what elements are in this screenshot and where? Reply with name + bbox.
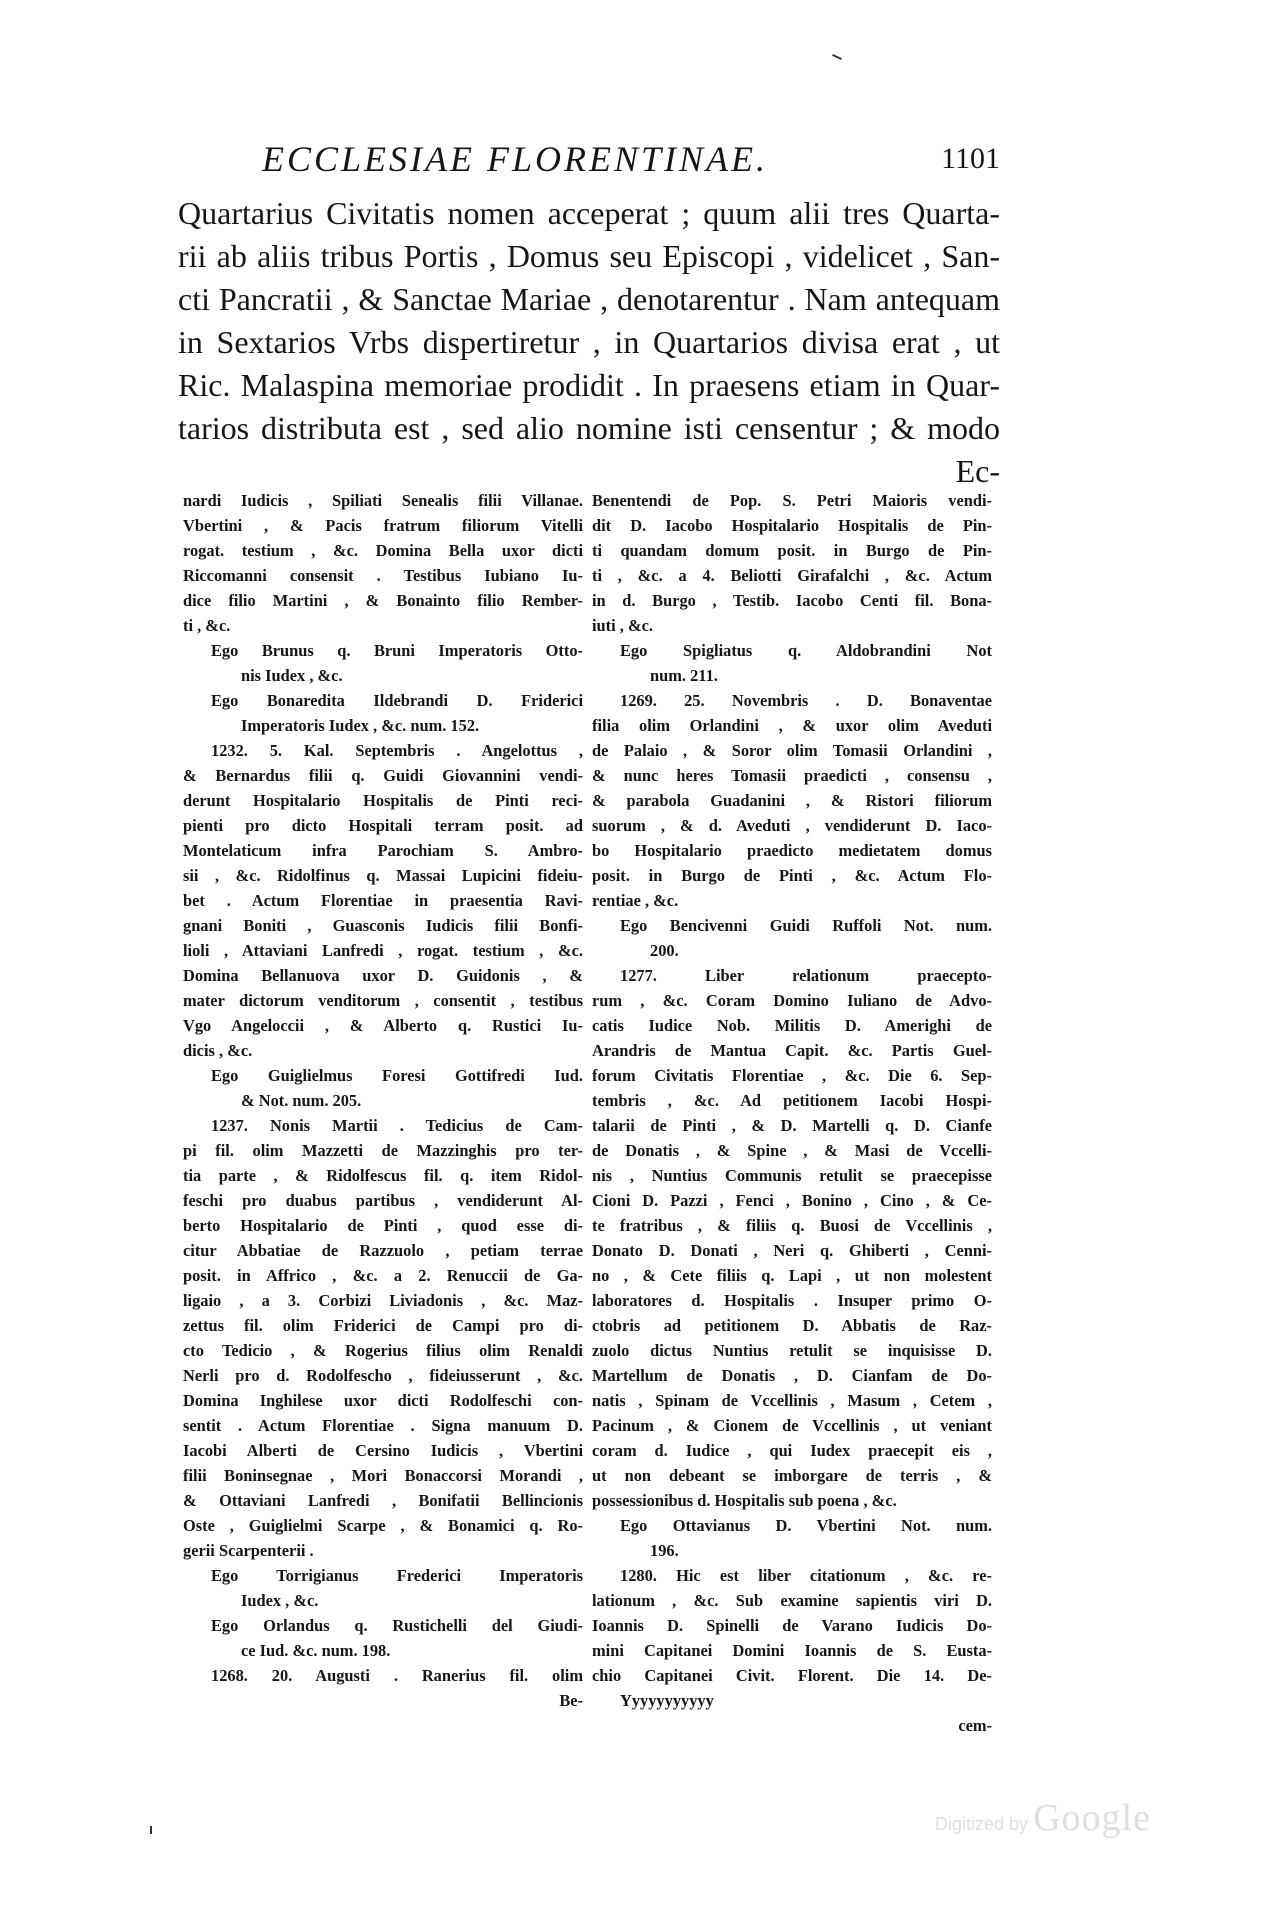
left-column-line: Vgo Angeloccii , & Alberto q. Rustici Iu- <box>183 1016 583 1035</box>
main-line: Ric. Malaspina memoriae prodidit . In praesens etiam in Quar- <box>178 367 1000 403</box>
right-column-line: posit. in Burgo de Pinti , &c. Actum Flo- <box>592 866 992 885</box>
left-column-line: 1268. 20. Augusti . Ranerius fil. olim <box>211 1666 583 1685</box>
left-column-line: derunt Hospitalario Hospitalis de Pinti reci- <box>183 791 583 810</box>
main-paragraph <box>178 192 1000 493</box>
right-column-line: 1280. Hic est liber citationum , &c. re- <box>620 1566 992 1585</box>
left-column-line: pi fil. olim Mazzetti de Mazzinghis pro ter- <box>183 1141 583 1160</box>
right-column-line: Martellum de Donatis , D. Cianfam de Do- <box>592 1366 992 1385</box>
right-column-line: bo Hospitalario praedicto medietatem domus <box>592 841 992 860</box>
right-column-line: dit D. Iacobo Hospitalario Hospitalis de Pin- <box>592 516 992 535</box>
print-speck <box>150 1826 152 1834</box>
right-column <box>592 488 992 1738</box>
left-column-line: berto Hospitalario de Pinti , quod esse di- <box>183 1216 583 1235</box>
right-column-line: Benentendi de Pop. S. Petri Maioris vendi- <box>592 491 992 510</box>
left-column-line: nardi Iudicis , Spiliati Senealis filii Villanae. <box>183 491 583 510</box>
right-column-line: 1277. Liber relationum praecepto- <box>620 966 992 985</box>
right-column-line: & nunc heres Tomasii praedicti , consensu , <box>592 766 992 785</box>
right-column-line: rum , &c. Coram Domino Iuliano de Advo- <box>592 991 992 1010</box>
left-column-line: 1232. 5. Kal. Septembris . Angelottus , <box>211 741 583 760</box>
left-column-line: 1237. Nonis Martii . Tedicius de Cam- <box>211 1116 583 1135</box>
right-column-line: laboratores d. Hospitalis . Insuper primo O- <box>592 1291 992 1310</box>
left-column-line: & Not. num. 205. <box>241 1091 362 1110</box>
left-column-line: dicis , &c. <box>183 1041 253 1060</box>
right-column-line: nis , Nuntius Communis retulit se praecepisse <box>592 1166 992 1185</box>
right-column-line: mini Capitanei Domini Ioannis de S. Eusta- <box>592 1641 992 1660</box>
left-column-line: zettus fil. olim Friderici de Campi pro di- <box>183 1316 583 1335</box>
left-column-line: Oste , Guiglielmi Scarpe , & Bonamici q. Ro- <box>183 1516 583 1535</box>
left-column-line: bet . Actum Florentiae in praesentia Ravi- <box>183 891 583 910</box>
left-column-line: Ego Orlandus q. Rustichelli del Giudi- <box>211 1616 583 1635</box>
left-column-line: Iudex , &c. <box>241 1591 319 1610</box>
right-column-line: Ioannis D. Spinelli de Varano Iudicis Do- <box>592 1616 992 1635</box>
left-column-line: filii Boninsegnae , Mori Bonaccorsi Morandi , <box>183 1466 583 1485</box>
right-column-line: suorum , & d. Aveduti , vendiderunt D. Iaco- <box>592 816 992 835</box>
main-line: cti Pancratii , & Sanctae Mariae , denotarentur . Nam antequam <box>178 281 1000 317</box>
left-column-line: Ego Brunus q. Bruni Imperatoris Otto- <box>211 641 583 660</box>
right-column-line: tembris , &c. Ad petitionem Iacobi Hospi- <box>592 1091 992 1110</box>
right-column-line: Ego Ottavianus D. Vbertini Not. num. <box>620 1516 992 1535</box>
right-column-line: Donato D. Donati , Neri q. Ghiberti , Cenni- <box>592 1241 992 1260</box>
left-column-line: Iacobi Alberti de Cersino Iudicis , Vbertini <box>183 1441 583 1460</box>
right-column-line: rentiae , &c. <box>592 891 679 910</box>
right-column-line: 196. <box>650 1541 679 1560</box>
left-column-line: posit. in Affrico , &c. a 2. Renuccii de Ga- <box>183 1266 583 1285</box>
main-line: Quartarius Civitatis nomen acceperat ; quum alii tres Quarta- <box>178 195 1000 231</box>
right-column-line: filia olim Orlandini , & uxor olim Aveduti <box>592 716 992 735</box>
right-column-line: in d. Burgo , Testib. Iacobo Centi fil. Bona- <box>592 591 992 610</box>
left-column-line: ce Iud. &c. num. 198. <box>241 1641 391 1660</box>
right-column-line: Arandris de Mantua Capit. &c. Partis Guel- <box>592 1041 992 1060</box>
left-column-line: cto Tedicio , & Rogerius filius olim Renaldi <box>183 1341 583 1360</box>
left-column-line: rogat. testium , &c. Domina Bella uxor dicti <box>183 541 583 560</box>
left-column-line: Riccomanni consensit . Testibus Iubiano Iu- <box>183 566 583 585</box>
right-column-line: forum Civitatis Florentiae , &c. Die 6. Sep- <box>592 1066 992 1085</box>
right-column-line: coram d. Iudice , qui Iudex praecepit eis , <box>592 1441 992 1460</box>
left-column-line: Ego Torrigianus Frederici Imperatoris <box>211 1566 583 1585</box>
left-column-catchword: Be- <box>559 1691 583 1710</box>
right-column-line: Ego Bencivenni Guidi Ruffoli Not. num. <box>620 916 992 935</box>
page-number: 1101 <box>941 142 1000 175</box>
left-column-line: & Ottaviani Lanfredi , Bonifatii Bellincionis <box>183 1491 583 1510</box>
right-column-line: de Donatis , & Spine , & Masi de Vccelli- <box>592 1141 992 1160</box>
left-column-line: Domina Inghilese uxor dicti Rodolfeschi con- <box>183 1391 583 1410</box>
right-column-line: ti , &c. a 4. Beliotti Girafalchi , &c. Actum <box>592 566 992 585</box>
left-column-line: tia parte , & Ridolfescus fil. q. item Ridol- <box>183 1166 583 1185</box>
right-column-line: possessionibus d. Hospitalis sub poena , &c. <box>592 1491 897 1510</box>
right-column-line: talarii de Pinti , & D. Martelli q. D. Cianfe <box>592 1116 992 1135</box>
signature-mark: Yyyyyyyyyyy <box>620 1691 714 1710</box>
left-column-line: Vbertini , & Pacis fratrum filiorum Vitelli <box>183 516 583 535</box>
left-column-line: nis Iudex , &c. <box>241 666 343 685</box>
right-column-line: de Palaio , & Soror olim Tomasii Orlandini , <box>592 741 992 760</box>
right-column-line: 1269. 25. Novembris . D. Bonaventae <box>620 691 992 710</box>
right-column-line: ctobris ad petitionem D. Abbatis de Raz- <box>592 1316 992 1335</box>
left-column-line: Montelaticum infra Parochiam S. Ambro- <box>183 841 583 860</box>
right-column-line: te fratribus , & filiis q. Buosi de Vccellinis , <box>592 1216 992 1235</box>
right-column-line: num. 211. <box>650 666 718 685</box>
right-column-line: natis , Spinam de Vccellinis , Masum , Cetem , <box>592 1391 992 1410</box>
main-line: in Sextarios Vrbs dispertiretur , in Quartarios divisa erat , ut <box>178 324 1000 360</box>
page-header <box>200 138 1000 188</box>
left-column-line: feschi pro duabus partibus , vendiderunt Al- <box>183 1191 583 1210</box>
left-column-line: ti , &c. <box>183 616 231 635</box>
main-line: tarios distributa est , sed alio nomine isti censentur ; & modo <box>178 410 1000 446</box>
left-column-line: gerii Scarpenterii . <box>183 1541 314 1560</box>
left-column-line: Nerli pro d. Rodolfescho , fideiusserunt , &c. <box>183 1366 583 1385</box>
right-column-catchword: cem- <box>958 1716 992 1735</box>
right-column-line: chio Capitanei Civit. Florent. Die 14. De- <box>592 1666 992 1685</box>
right-column-line: catis Iudice Nob. Militis D. Amerighi de <box>592 1016 992 1035</box>
digitization-watermark <box>935 1796 1151 1840</box>
right-column-line: & parabola Guadanini , & Ristori filiorum <box>592 791 992 810</box>
left-column-line: sii , &c. Ridolfinus q. Massai Lupicini fideiu- <box>183 866 583 885</box>
right-column-line: Cioni D. Pazzi , Fenci , Bonino , Cino , & Ce- <box>592 1191 992 1210</box>
left-column-line: Ego Guiglielmus Foresi Gottifredi Iud. <box>211 1066 583 1085</box>
right-column-line: zuolo dictus Nuntius retulit se inquisisse D. <box>592 1341 992 1360</box>
left-column-line: & Bernardus filii q. Guidi Giovannini vendi- <box>183 766 583 785</box>
print-speck <box>832 54 842 60</box>
left-column-line: pienti pro dicto Hospitali terram posit. ad <box>183 816 583 835</box>
main-line: rii ab aliis tribus Portis , Domus seu Episcopi , videlicet , San- <box>178 238 1000 274</box>
left-column-line: sentit . Actum Florentiae . Signa manuum D. <box>183 1416 583 1435</box>
right-column-line: lationum , &c. Sub examine sapientis viri D. <box>592 1591 992 1610</box>
running-title: ECCLESIAE FLORENTINAE. <box>262 139 768 179</box>
watermark-brand: Google <box>1033 1797 1151 1839</box>
left-column-line: mater dictorum venditorum , consentit , testibus <box>183 991 583 1010</box>
right-column-line: no , & Cete filiis q. Lapi , ut non molestent <box>592 1266 992 1285</box>
left-column <box>183 488 583 1713</box>
right-column-line: ut non debeant se imborgare de terris , & <box>592 1466 992 1485</box>
left-column-line: dice filio Martini , & Bonainto filio Rember- <box>183 591 583 610</box>
left-column-line: Imperatoris Iudex , &c. num. 152. <box>241 716 480 735</box>
watermark-prefix: Digitized by <box>935 1814 1029 1834</box>
right-column-line: Ego Spigliatus q. Aldobrandini Not <box>620 641 992 660</box>
right-column-line: Pacinum , & Cionem de Vccellinis , ut veniant <box>592 1416 992 1435</box>
left-column-line: lioli , Attaviani Lanfredi , rogat. testium , &c. <box>183 941 583 960</box>
left-column-line: Domina Bellanuova uxor D. Guidonis , & <box>183 966 583 985</box>
left-column-line: gnani Boniti , Guasconis Iudicis filii Bonfi- <box>183 916 583 935</box>
right-column-line: 200. <box>650 941 679 960</box>
right-column-line: iuti , &c. <box>592 616 654 635</box>
right-column-line: ti quandam domum posit. in Burgo de Pin- <box>592 541 992 560</box>
left-column-line: ligaio , a 3. Corbizi Liviadonis , &c. Maz- <box>183 1291 583 1310</box>
catchword: Ec- <box>955 453 1000 489</box>
left-column-line: citur Abbatiae de Razzuolo , petiam terrae <box>183 1241 583 1260</box>
left-column-line: Ego Bonaredita Ildebrandi D. Friderici <box>211 691 583 710</box>
